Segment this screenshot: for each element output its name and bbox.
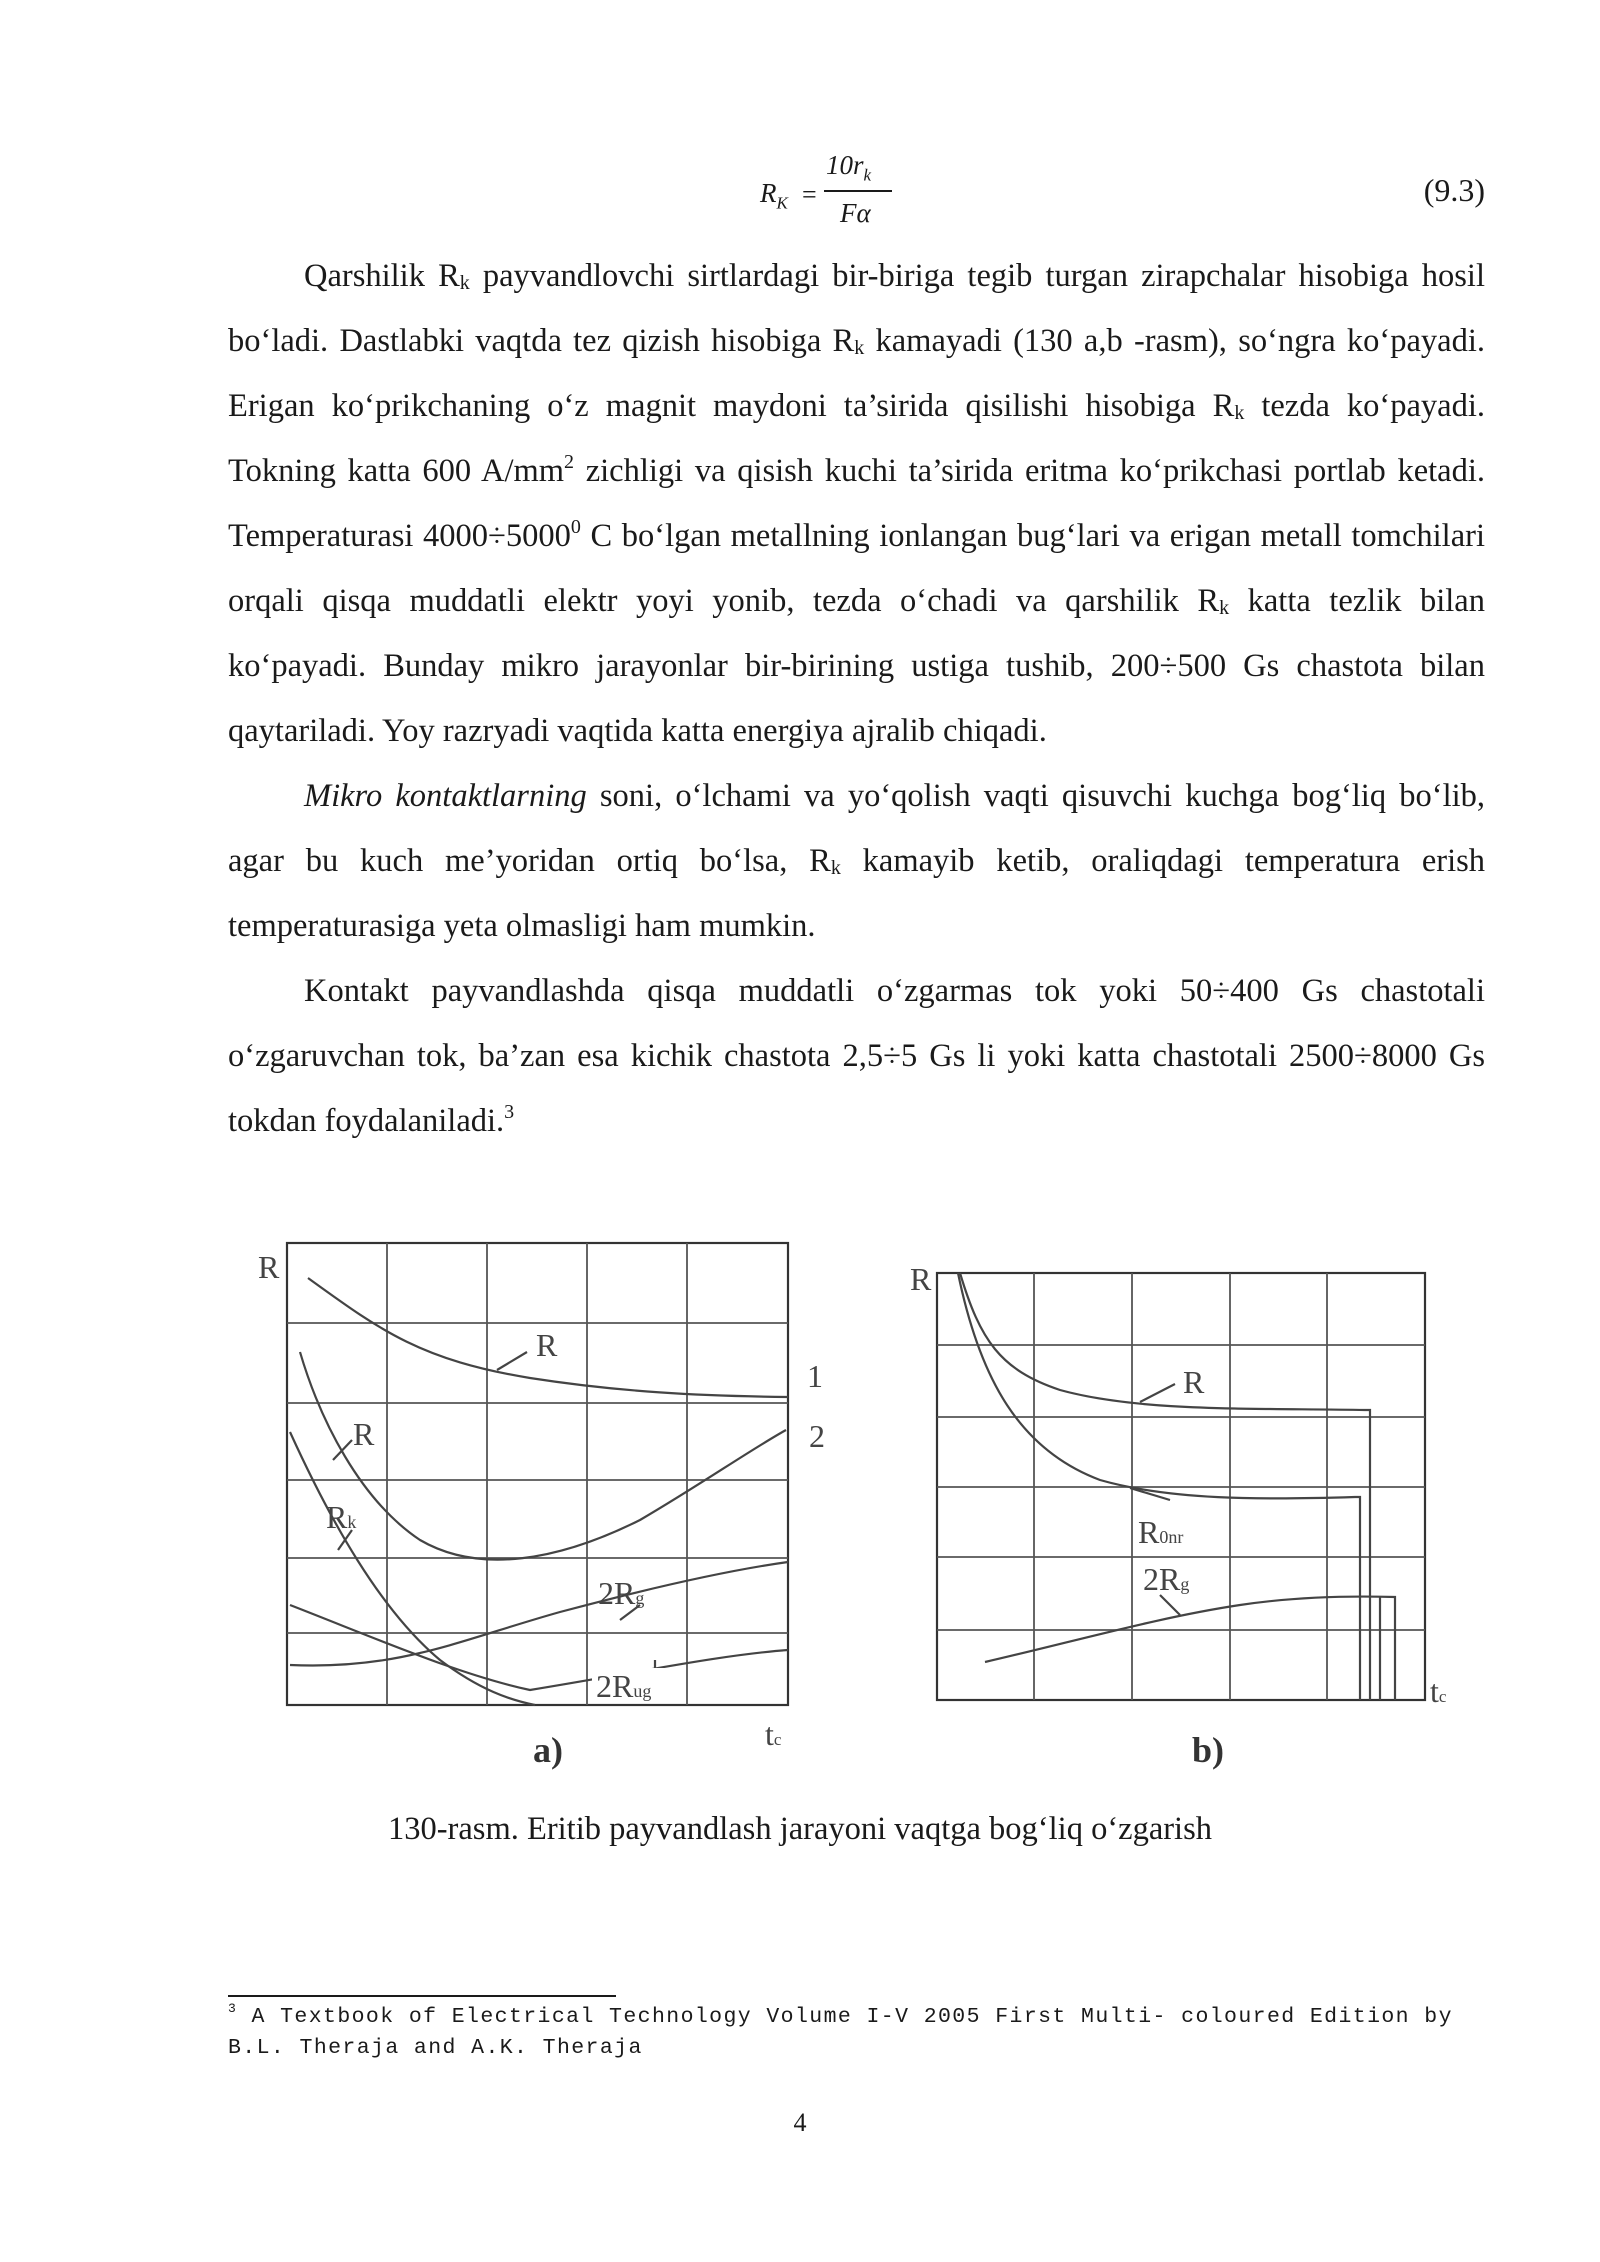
leader-b-R [1140,1384,1175,1402]
formula-denominator: Fα [840,198,871,228]
curve-number-1: 1 [807,1358,823,1394]
panel-a-x-axis-label: tc [765,1716,782,1752]
paragraph-3: Kontakt payvandlashda qisqa muddatli o‘zgarmas tok yoki 50÷400 Gs chastotali o‘zgaruvchan tok, ba’zan esa kichik chastota 2,5÷5 Gs li yoki katta chastotali 2500÷8000 Gs tokdan foydalaniladi.$^3$ [228,973,1485,1139]
curve-a-Rk [290,1432,535,1705]
panel-a-letter: a) [533,1730,563,1770]
curve-a-2Rg [290,1562,788,1666]
figure-panel-b [937,1273,1425,1700]
leader-a-R2 [333,1440,352,1460]
figure-panel-a [287,1243,788,1705]
leader-b-2Rg [1160,1595,1180,1615]
paragraph-1: Qarshilik $R_k$ payvandlovchi sirtlardagi bir-biriga tegib turgan zirapchalar hisobiga hosil bo‘ladi. Dastlabki vaqtda tez qizish hisobiga $R_k$ kamayadi (130 a,b -rasm), so‘ngra ko‘payadi. Erigan ko‘prikchaning o‘z magnit maydoni ta’sirida qisilishi hisobiga $R_k$ tezda ko‘payadi. Tokning katta 600 $A/mm^2$ zichligi va qisish kuchi ta’sirida eritma ko‘prikchasi portlab ketadi. Temperaturasi $4000\div 5000^0$ C bo‘lgan metallning ionlangan bug‘lari va erigan metall tomchilari orqali qisqa muddatli elektr yoyi yonib, tezda o‘chadi va qarshilik $R_k$ katta tezlik bilan ko‘payadi. Bunday mikro jarayonlar bir-birining ustiga tushib, 200÷500 Gs chastota bilan qaytariladi. Yoy razryadi vaqtida katta energiya ajralib chiqadi. [228,258,1485,749]
curve-number-2: 2 [809,1418,825,1454]
page-number: 4 [793,2108,807,2137]
curve-b-2Rg [985,1597,1395,1700]
panel-b-y-axis-label: R [910,1261,932,1297]
label-a-Rk: Rk [326,1499,357,1535]
footnote-rule [228,1995,616,1997]
label-a-2Rug: 2Rug [596,1668,652,1704]
footnote: $^3$ A Textbook of Electrical Technology Volume I-V 2005 First Multi- coloured Edition by B.L. Theraja and A.K. Theraja [228,2001,1453,2060]
label-b-2Rg: 2Rg [1143,1561,1190,1597]
curve-a-R-2 [300,1352,786,1560]
label-a-2Rg: 2Rg [598,1575,645,1611]
paragraph-2: Mikro kontaktlarning soni, o‘lchami va yo‘qolish vaqti qisuvchi kuchga bog‘liq bo‘lib, agar bu kuch me’yoridan ortiq bo‘lsa, $R_k$ kamayib ketib, oraliqdagi temperatura erish temperaturasiga yeta olmasligi ham mumkin. [228,778,1486,944]
formula-numerator: $10r_k$ [826,150,872,185]
panel-a-y-axis-label: R [258,1249,280,1285]
equation-number: (9.3) [1423,172,1485,208]
panel-b-grid [937,1273,1425,1700]
label-b-R: R [1183,1364,1205,1400]
panel-b-letter: b) [1192,1730,1225,1770]
leader-a-R1 [497,1352,527,1370]
figure-caption: 130-rasm. Eritib payvandlash jarayoni vaqtga bog‘liq o‘zgarish [387,1811,1212,1847]
label-a-R1: R [536,1327,558,1363]
formula-lhs: $R_K$ [760,178,788,213]
label-b-R0nr: R0nr [1138,1514,1184,1550]
formula-equals: = [802,180,817,209]
label-a-R2: R [353,1416,375,1452]
panel-b-x-axis-label: tc [1430,1673,1447,1709]
